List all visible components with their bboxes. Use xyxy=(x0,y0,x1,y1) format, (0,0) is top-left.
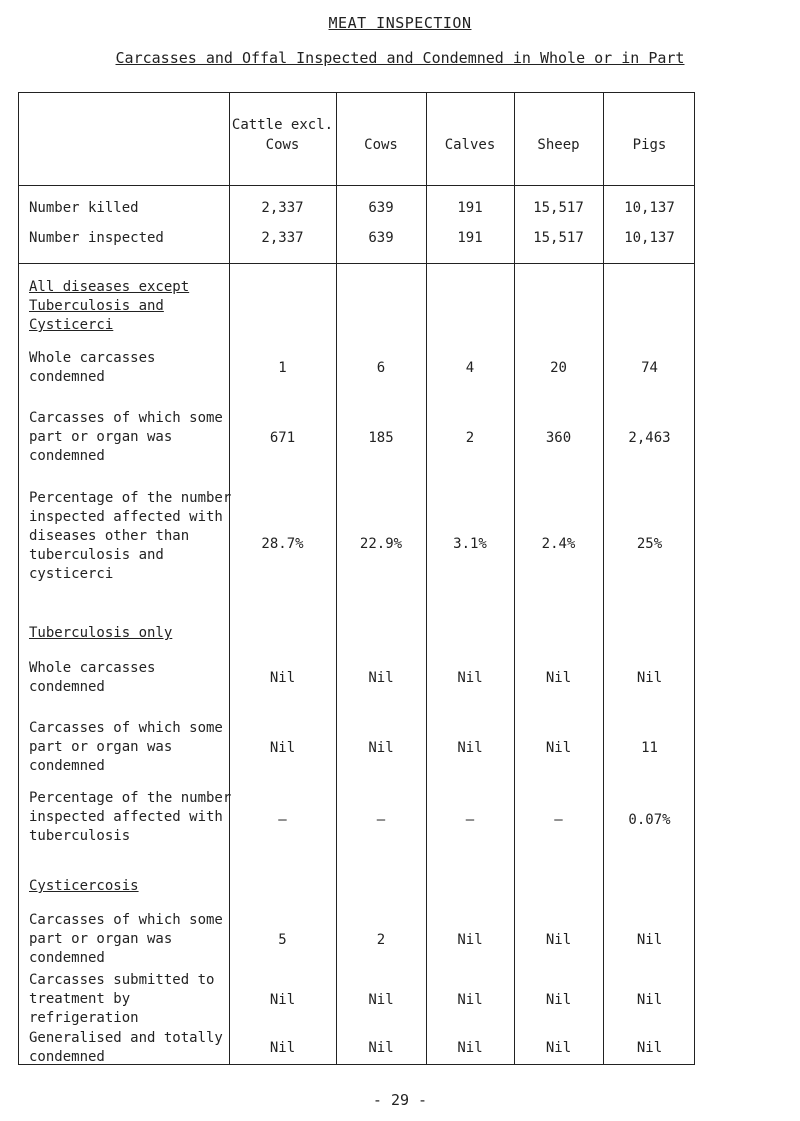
table-cell: 10,137 xyxy=(624,200,675,216)
table-cell: 5 xyxy=(278,932,287,948)
row-divider xyxy=(19,185,694,186)
table-cell: Nil xyxy=(545,670,572,686)
table-cell: Nil xyxy=(368,670,394,686)
table-cell: 191 xyxy=(457,200,483,216)
table-cell: Nil xyxy=(636,670,663,686)
table-cell: 15,517 xyxy=(533,230,584,246)
table-cell: 10,137 xyxy=(624,230,675,246)
table-cell: 191 xyxy=(457,230,483,246)
inspection-table xyxy=(18,92,695,1065)
table-cell: 185 xyxy=(368,430,394,446)
section-heading-tuberculosis: Tuberculosis only xyxy=(29,625,173,641)
table-cell: Nil xyxy=(269,670,296,686)
table-cell: Nil xyxy=(457,992,483,1008)
table-cell: Nil xyxy=(368,740,394,756)
table-cell: Nil xyxy=(457,740,483,756)
row-label: Whole carcasses condemned xyxy=(29,350,156,385)
column-header-calves: Calves xyxy=(444,137,496,153)
table-cell: 2 xyxy=(465,430,475,446)
row-label-number-killed: Number killed xyxy=(29,200,139,216)
row-label: Generalised and totally condemned xyxy=(29,1030,223,1065)
table-cell: 11 xyxy=(641,740,658,756)
table-cell: Nil xyxy=(368,1040,394,1056)
column-header-pigs: Pigs xyxy=(632,137,667,153)
table-cell: Nil xyxy=(545,932,572,948)
table-cell: — xyxy=(554,812,563,828)
row-label: Percentage of the number inspected affected with diseases other than tuberculosis and cysticerci xyxy=(29,490,232,582)
row-label: Whole carcasses condemned xyxy=(29,660,156,695)
table-cell: Nil xyxy=(545,740,572,756)
row-divider xyxy=(19,263,694,264)
page-title: MEAT INSPECTION xyxy=(328,14,472,32)
table-cell: Nil xyxy=(457,1040,483,1056)
page-subtitle: Carcasses and Offal Inspected and Condemned in Whole or in Part xyxy=(115,49,685,67)
section-heading-all-diseases: All diseases except Tuberculosis and Cysticerci xyxy=(29,279,190,333)
table-cell: 360 xyxy=(545,430,572,446)
table-cell: — xyxy=(465,812,475,828)
table-cell: 4 xyxy=(465,360,475,376)
table-cell: Nil xyxy=(269,1040,296,1056)
table-cell: 22.9% xyxy=(359,536,403,552)
table-cell: Nil xyxy=(545,992,572,1008)
table-cell: 15,517 xyxy=(533,200,584,216)
table-cell: 2.4% xyxy=(541,536,576,552)
table-cell: — xyxy=(376,812,386,828)
table-cell: 639 xyxy=(368,230,394,246)
table-cell: 639 xyxy=(368,200,394,216)
table-cell: 2,463 xyxy=(628,430,671,446)
table-cell: 74 xyxy=(641,360,658,376)
table-cell: 2,337 xyxy=(261,200,304,216)
table-cell: Nil xyxy=(457,670,483,686)
column-header-cows: Cows xyxy=(364,137,398,153)
table-cell: Nil xyxy=(636,932,663,948)
table-cell: 2 xyxy=(376,932,386,948)
table-cell: 25% xyxy=(636,536,663,552)
table-cell: Nil xyxy=(368,992,394,1008)
table-cell: Nil xyxy=(269,740,296,756)
page-number: - 29 - xyxy=(372,1091,428,1109)
column-header-sheep: Sheep xyxy=(537,137,580,153)
table-cell: Nil xyxy=(636,1040,663,1056)
table-cell: 3.1% xyxy=(453,536,487,552)
row-label: Carcasses of which some part or organ was condemned xyxy=(29,720,223,774)
row-label: Carcasses of which some part or organ was condemned xyxy=(29,410,223,464)
table-cell: 0.07% xyxy=(628,812,671,828)
table-cell: — xyxy=(278,812,287,828)
table-cell: Nil xyxy=(457,932,483,948)
table-cell: 671 xyxy=(269,430,296,446)
column-header-cattle: Cattle excl. Cows xyxy=(231,117,334,153)
table-cell: 1 xyxy=(278,360,287,376)
table-cell: 28.7% xyxy=(261,536,304,552)
section-heading-cysticercosis: Cysticercosis xyxy=(29,878,139,894)
table-cell: Nil xyxy=(269,992,296,1008)
table-cell: Nil xyxy=(636,992,663,1008)
table-cell: 20 xyxy=(550,360,567,376)
row-label-number-inspected: Number inspected xyxy=(29,230,164,246)
table-cell: Nil xyxy=(545,1040,572,1056)
table-cell: 6 xyxy=(376,360,386,376)
row-label: Percentage of the number inspected affected with tuberculosis xyxy=(29,790,232,844)
row-label: Carcasses of which some part or organ was condemned xyxy=(29,912,223,966)
row-label: Carcasses submitted to treatment by refrigeration xyxy=(29,972,215,1026)
table-cell: 2,337 xyxy=(261,230,304,246)
